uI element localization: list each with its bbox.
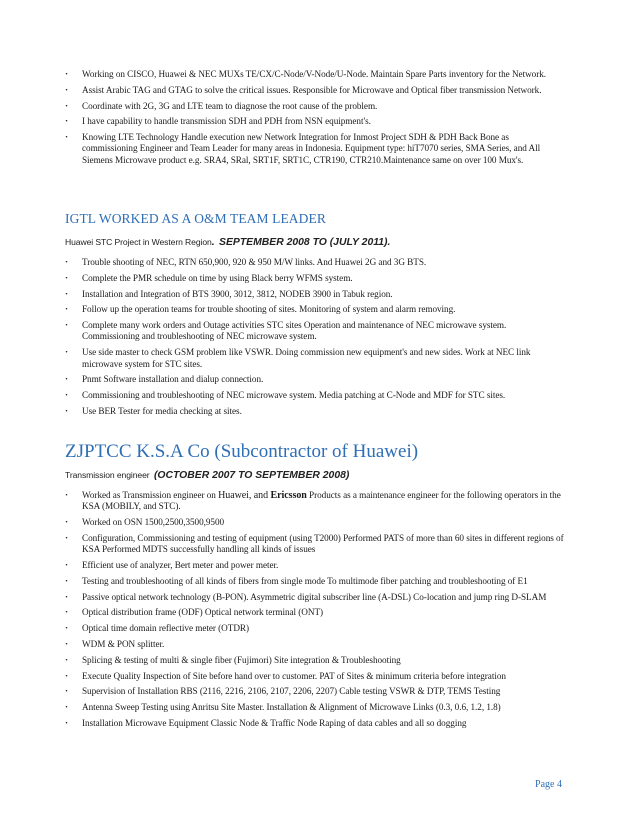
zjptcc-bullet-list — [65, 490, 565, 734]
item-text: Worked as Transmission engineer on — [82, 490, 219, 500]
list-item: · Installation and Integration of BTS 3900, 3012, 3812, NODEB 3900 in Tabuk region. — [65, 289, 565, 300]
list-item: · Configuration, Commissioning and testing of equipment (using T2000) Performed PATS of more than 60 sites in different regions of KSA Performed MDTS successfully handling all kinds of issues — [65, 533, 565, 556]
list-item: · Complete the PMR schedule on time by using Black berry WFMS system. — [65, 273, 565, 284]
list-item: · Assist Arabic TAG and GTAG to solve the critical issues. Responsible for Microwave and Optical fiber transmission Network. — [65, 85, 565, 96]
top-bullet-list — [65, 69, 565, 171]
list-item: · Pnmt Software installation and dialup connection. — [65, 374, 565, 385]
list-item: · Splicing & testing of multi & single fiber (Fujimori) Site integration & Troubleshooting — [65, 655, 565, 666]
list-item: · Use side master to check GSM problem like VSWR. Doing commission new equipment's and new sides. Work at NEC link microwave system for STC sites. — [65, 347, 565, 370]
igtl-section-title: IGTL WORKED AS A O&M TEAM LEADER — [65, 211, 326, 226]
igtl-bullet-list — [65, 257, 565, 422]
zjptcc-subline — [65, 465, 349, 483]
item-text: and — [251, 490, 271, 501]
igtl-org: Huawei STC Project in Western Region — [65, 237, 212, 247]
list-item: · Follow up the operation teams for trouble shooting of sites. Monitoring of system and alarm removing. — [65, 304, 565, 315]
list-item: · Knowing LTE Technology Handle execution new Network Integration for Inmost Project SDH & PDH Back Bone as commissioning Engineer and Team Leader for many areas in Indonesia. Equipment type: hiT7070 series, SMA Series, and All Siemens Microwave product e.g. SRA4, SRal, SRT1F, SRT1C, CTR190, CTR210.Maintenance same on over 100 Mux's. — [65, 132, 565, 166]
list-item: · Optical time domain reflective meter (OTDR) — [65, 623, 565, 634]
list-item: · Efficient use of analyzer, Bert meter and power meter. — [65, 560, 565, 571]
list-item: · Coordinate with 2G, 3G and LTE team to diagnose the root cause of the problem. — [65, 101, 565, 112]
list-item: · Testing and troubleshooting of all kinds of fibers from single mode To multimode fiber patching and troubleshooting of E1 — [65, 576, 565, 587]
ericsson-text: Ericsson — [270, 490, 307, 501]
list-item: · Complete many work orders and Outage activities STC sites Operation and maintenance of NEC microwave system. Commissioning and troubleshooting of NEC microwave system. — [65, 320, 565, 343]
list-item: · Worked on OSN 1500,2500,3500,9500 — [65, 517, 565, 528]
list-item: · Use BER Tester for media checking at sites. — [65, 406, 565, 417]
list-item: · Execute Quality Inspection of Site before hand over to customer. PAT of Sites & minimum criteria before integration — [65, 671, 565, 682]
zjptcc-dates: (OCTOBER 2007 TO SEPTEMBER 2008) — [153, 470, 350, 481]
list-item: · Installation Microwave Equipment Classic Node & Traffic Node Raping of data cables and all so dogging — [65, 718, 565, 729]
zjptcc-org: Transmission engineer — [65, 470, 150, 480]
list-item: · WDM & PON splitter. — [65, 639, 565, 650]
huawei-text: Huawei, — [218, 490, 252, 501]
list-item: · Working on CISCO, Huawei & NEC MUXs TE/CX/C-Node/V-Node/U-Node. Maintain Spare Parts inventory for the Network. — [65, 69, 565, 80]
item-text: Products as a maintenance engineer for the following operators in the KSA (MOBILY, and STC). — [82, 490, 561, 512]
igtl-dates: SEPTEMBER 2008 TO (JULY 2011). — [219, 237, 391, 248]
list-item: · Supervision of Installation RBS (2116, 2216, 2106, 2107, 2206, 2207) Cable testing VSWR & DTP, TEMS Testing — [65, 686, 565, 697]
list-item: · I have capability to handle transmission SDH and PDH from NSN equipment's. — [65, 116, 565, 127]
list-item: · Passive optical network technology (B-PON). Asymmetric digital subscriber line (A-DSL) Co-location and jump ring D-SLAM — [65, 592, 565, 603]
list-item: · Optical distribution frame (ODF) Optical network terminal (ONT) — [65, 607, 565, 618]
page-number: Page 4 — [535, 779, 562, 790]
zjptcc-section-title: ZJPTCC K.S.A Co (Subcontractor of Huawei) — [65, 441, 419, 462]
list-item: · Commissioning and troubleshooting of NEC microwave system. Media patching at C-Node and MDF for STC sites. — [65, 390, 565, 401]
list-item — [65, 490, 565, 513]
list-item: · Trouble shooting of NEC, RTN 650,900, 920 & 950 M/W links. And Huawei 2G and 3G BTS. — [65, 257, 565, 268]
igtl-dot: . — [211, 237, 215, 248]
list-item: · Antenna Sweep Testing using Anritsu Site Master. Installation & Alignment of Microwave Links (0.3, 0.6, 1.2, 1.8) — [65, 702, 565, 713]
igtl-subline — [65, 232, 390, 250]
